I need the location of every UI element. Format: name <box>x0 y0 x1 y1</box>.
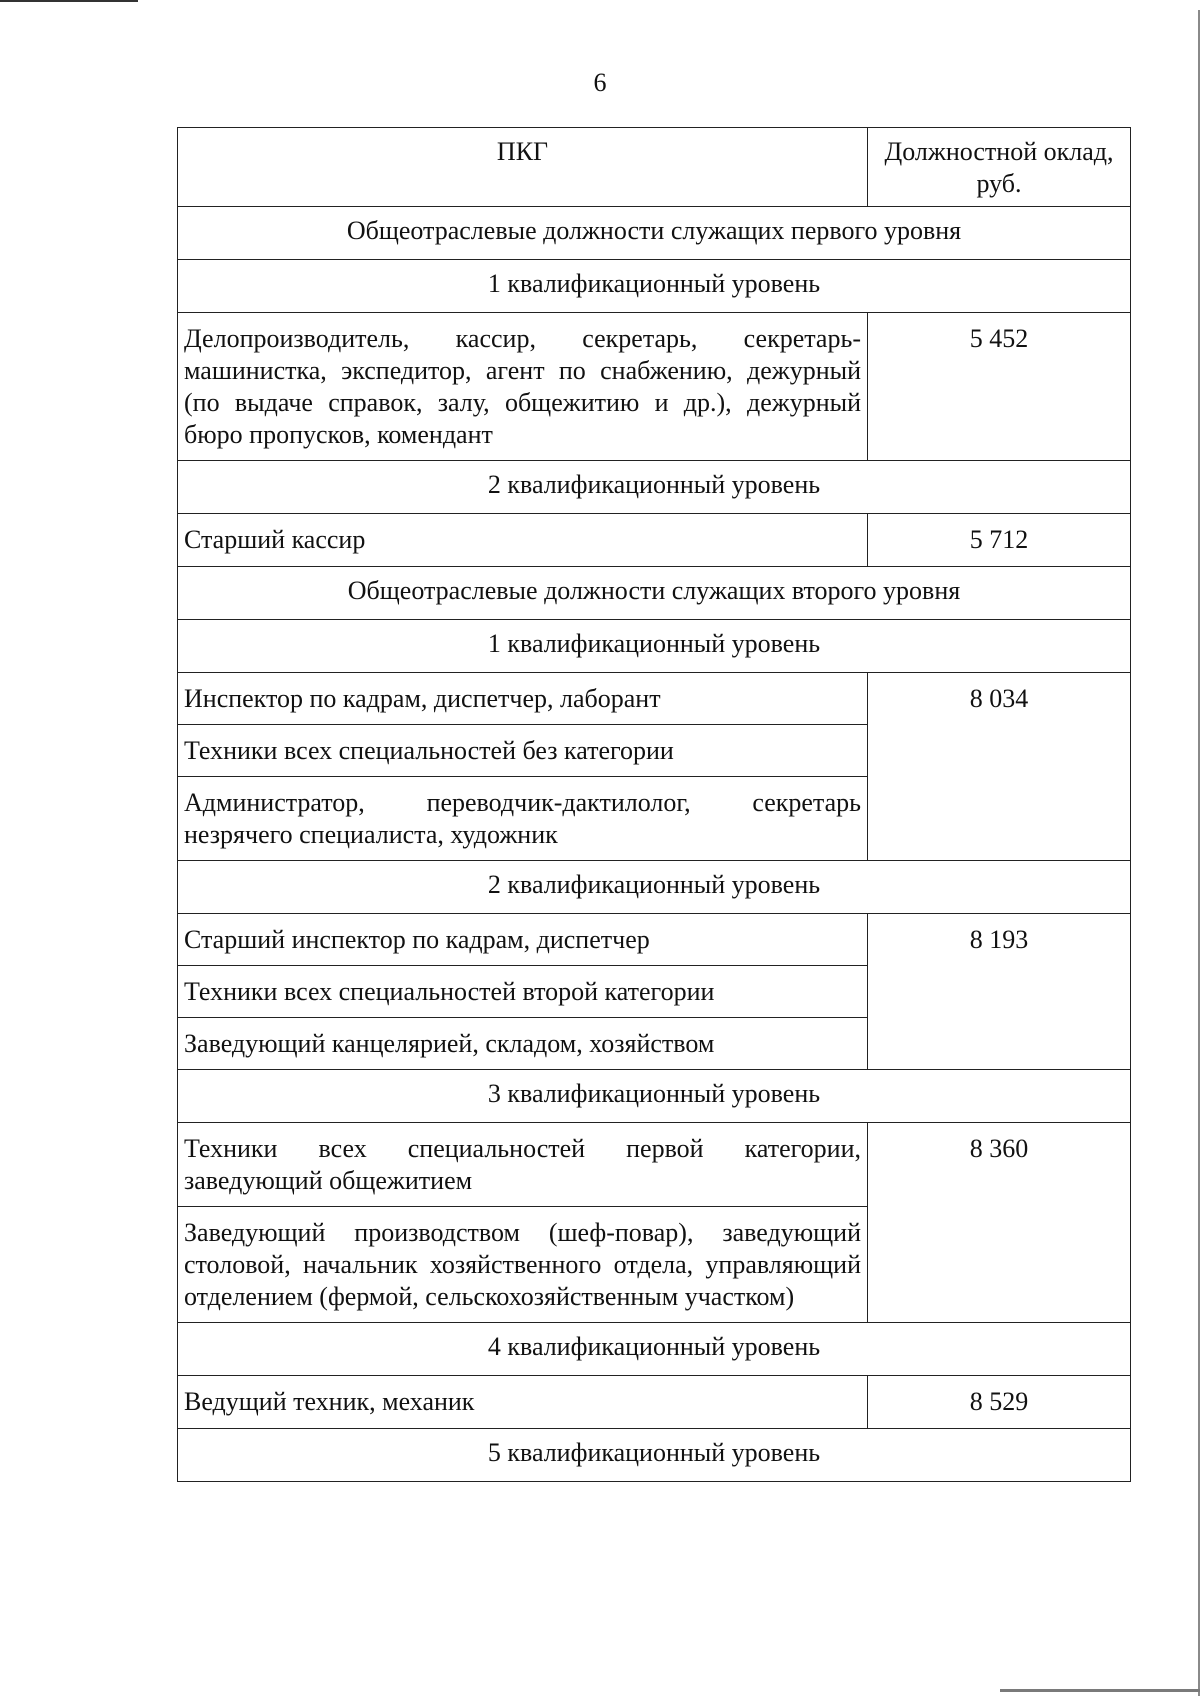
position-cell: Техники всех специальностей без категории <box>178 725 868 777</box>
header-salary: Должностной оклад, руб. <box>868 128 1131 207</box>
position-cell: Делопроизводитель, кассир, секретарь, секретарь-машинистка, экспедитор, агент по снабжению, дежурный (по выдаче справок, залу, общежитию и др.), дежурный бюро пропусков, комендант <box>178 313 868 461</box>
level-title: 2 квалификационный уровень <box>178 861 1131 914</box>
scan-artifact-corner <box>1000 1689 1200 1692</box>
position-row <box>178 1123 1131 1207</box>
position-row <box>178 673 1131 725</box>
position-cell: Старший инспектор по кадрам, диспетчер <box>178 914 868 966</box>
level-title: 1 квалификационный уровень <box>178 260 1131 313</box>
salary-cell: 8 529 <box>868 1376 1131 1429</box>
level-row <box>178 260 1131 313</box>
level-row <box>178 861 1131 914</box>
level-title: 5 квалификационный уровень <box>178 1429 1131 1482</box>
page-number: 6 <box>593 68 607 97</box>
salary-cell: 8 034 <box>868 673 1131 861</box>
position-cell: Ведущий техник, механик <box>178 1376 868 1429</box>
position-cell: Администратор, переводчик-дактилолог, секретарь незрячего специалиста, художник <box>178 777 868 861</box>
salary-cell: 8 360 <box>868 1123 1131 1323</box>
position-cell: Инспектор по кадрам, диспетчер, лаборант <box>178 673 868 725</box>
level-title: 1 квалификационный уровень <box>178 620 1131 673</box>
position-row <box>178 914 1131 966</box>
section-title: Общеотраслевые должности служащих второго уровня <box>178 567 1131 620</box>
table-header-row <box>178 128 1131 207</box>
scan-artifact-line <box>0 0 138 2</box>
level-title: 4 квалификационный уровень <box>178 1323 1131 1376</box>
section-row <box>178 207 1131 260</box>
position-cell: Заведующий канцелярией, складом, хозяйством <box>178 1018 868 1070</box>
level-row <box>178 461 1131 514</box>
level-row <box>178 1070 1131 1123</box>
section-row <box>178 567 1131 620</box>
position-row <box>178 514 1131 567</box>
position-cell: Заведующий производством (шеф-повар), заведующий столовой, начальник хозяйственного отдела, управляющий отделением (фермой, сельскохозяйственным участком) <box>178 1207 868 1323</box>
level-title: 2 квалификационный уровень <box>178 461 1131 514</box>
header-pkg: ПКГ <box>178 128 868 207</box>
position-row <box>178 313 1131 461</box>
level-row <box>178 620 1131 673</box>
section-title: Общеотраслевые должности служащих первого уровня <box>178 207 1131 260</box>
salary-cell: 5 712 <box>868 514 1131 567</box>
position-cell: Техники всех специальностей первой категории, заведующий общежитием <box>178 1123 868 1207</box>
salary-cell: 5 452 <box>868 313 1131 461</box>
position-cell: Старший кассир <box>178 514 868 567</box>
level-row <box>178 1323 1131 1376</box>
salary-cell: 8 193 <box>868 914 1131 1070</box>
level-title: 3 квалификационный уровень <box>178 1070 1131 1123</box>
position-cell: Техники всех специальностей второй категории <box>178 966 868 1018</box>
position-row <box>178 1376 1131 1429</box>
salary-table <box>177 127 1131 1482</box>
level-row <box>178 1429 1131 1482</box>
